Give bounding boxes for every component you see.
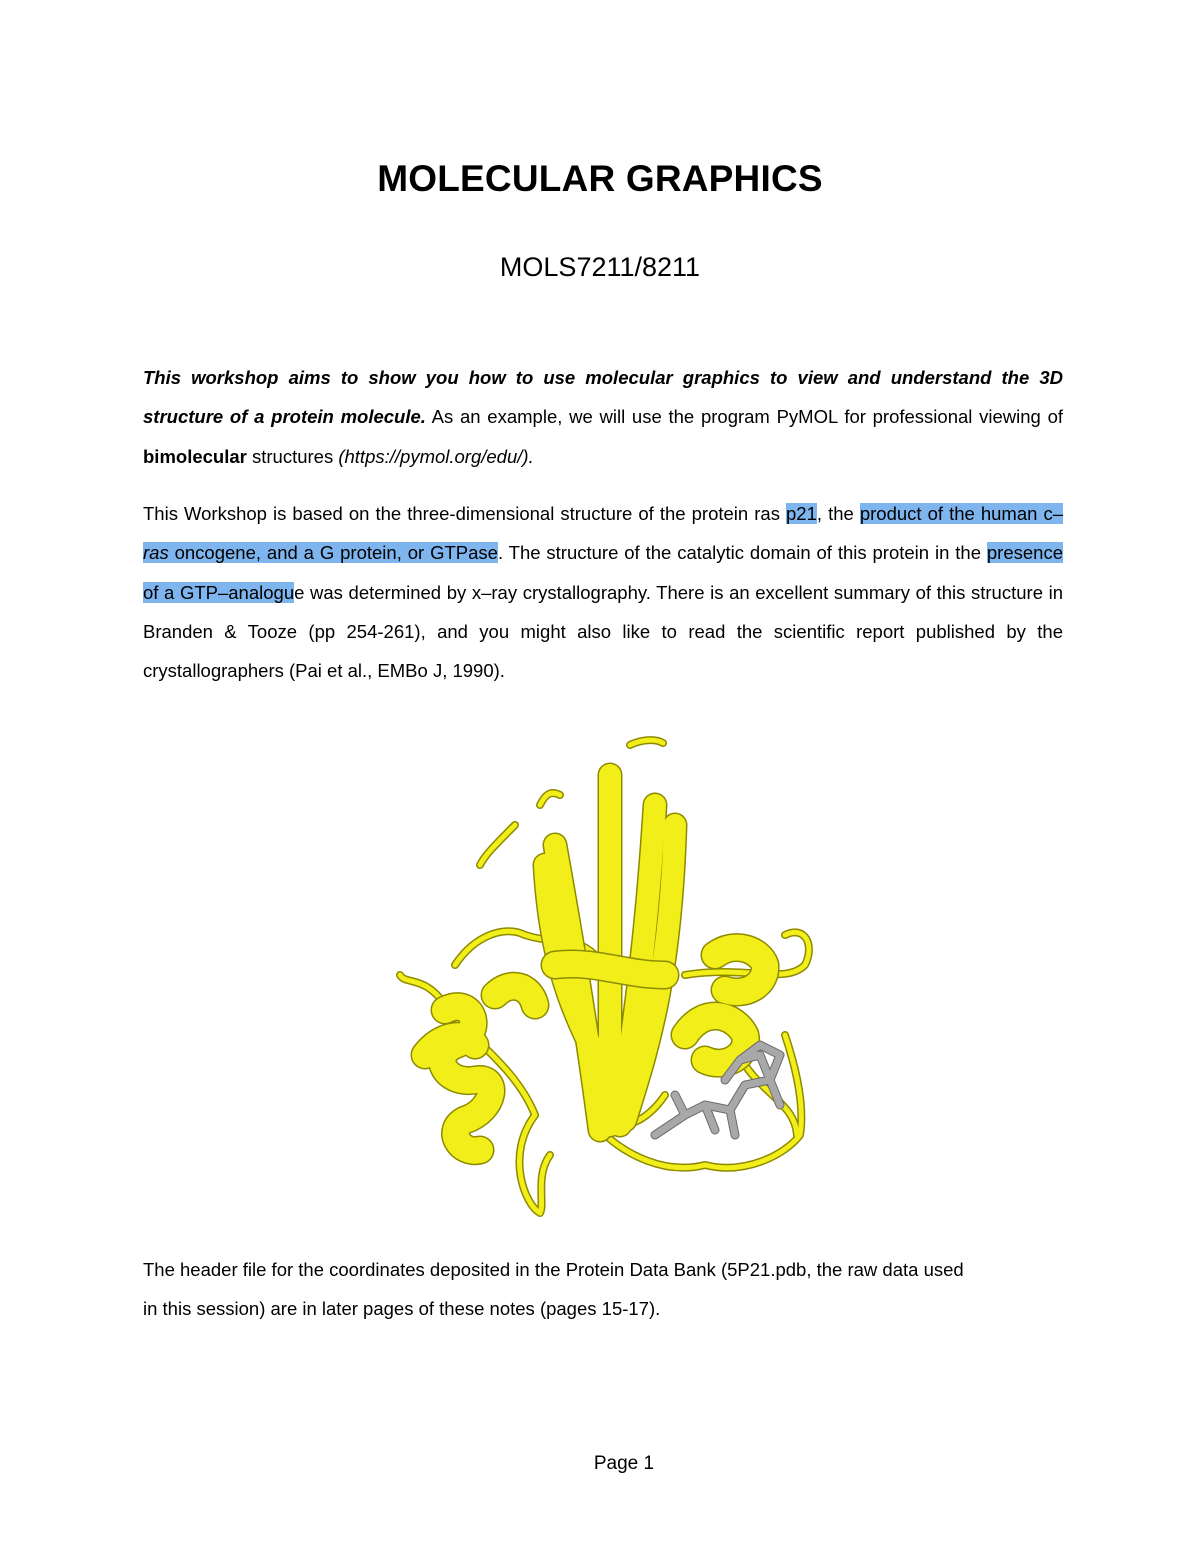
protein-ribbon-icon xyxy=(385,735,815,1220)
intro-text-2: structures xyxy=(246,445,339,467)
course-code: MOLS7211/8211 xyxy=(499,252,701,282)
highlight-gtp-analogue: presence of a GTP–analogu xyxy=(143,542,1063,603)
intro-text-1: As an example, we will use the program PyMOL for professional viewing of xyxy=(425,406,1064,428)
document-title: MOLECULAR GRAPHICS xyxy=(377,158,823,199)
intro-paragraph xyxy=(143,358,1063,476)
header-note-line-2: in this session) are in later pages of these notes (pages 15-17). xyxy=(143,1298,661,1320)
highlight-product-a: product of the human c– xyxy=(859,503,1064,524)
intro-bold-word: bimolecular xyxy=(143,445,247,467)
intro-bold-italic: This workshop aims to show you how to use molecular graphics to view and understand the 3D structure of a protein molecule. xyxy=(143,367,1063,428)
workshop-text-1: This Workshop is based on the three-dimensional structure of the protein ras xyxy=(143,503,786,524)
header-note-paragraph xyxy=(143,1250,1063,1329)
protein-figure xyxy=(385,735,815,1220)
highlight-product-b: oncogene, and a G protein, or GTPase xyxy=(168,542,498,564)
workshop-text-2: , the xyxy=(816,503,860,524)
page-number: Page 1 xyxy=(593,1453,655,1474)
highlight-p21: p21 xyxy=(786,503,817,524)
workshop-text-4: e was determined by x–ray crystallography. There is an excellent summary of this structure in Branden & Tooze (pp 254-261), and you might also like to read the scientific report published by the crystallographers (Pai et al., EMBo J, 1990). xyxy=(143,581,1063,682)
header-note-line-1: The header file for the coordinates deposited in the Protein Data Bank (5P21.pdb, the raw data used xyxy=(143,1259,964,1280)
workshop-paragraph xyxy=(143,494,1063,690)
workshop-text-3: . The structure of the catalytic domain of this protein in the xyxy=(497,542,987,564)
highlight-ras-italic: ras xyxy=(143,542,169,564)
pymol-link[interactable]: (https://pymol.org/edu/). xyxy=(338,445,534,467)
